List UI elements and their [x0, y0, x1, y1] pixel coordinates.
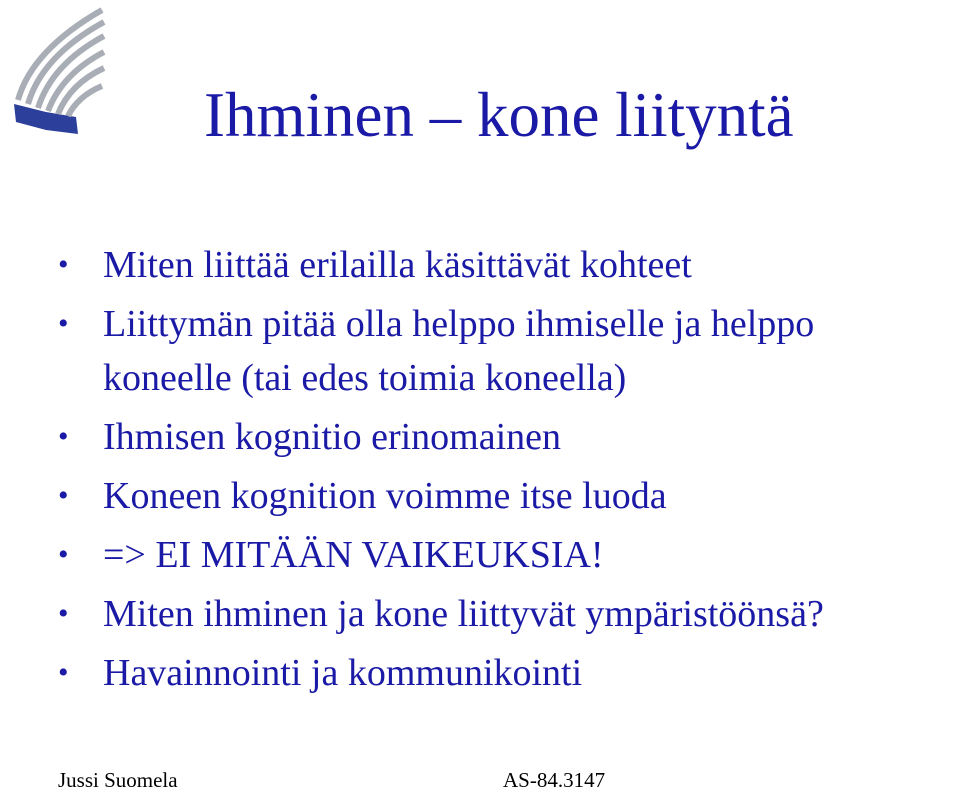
bullet-item	[58, 646, 958, 700]
bullet-text: Miten liittää erilailla käsittävät kohteet	[103, 244, 692, 286]
bullet-item	[58, 469, 958, 523]
bullet-text: Miten ihminen ja kone liittyvät ympäristöönsä?	[103, 593, 824, 635]
bullet-dot-icon: •	[58, 307, 69, 340]
bullet-text: Ihmisen kognitio erinomainen	[103, 416, 562, 458]
bullet-item	[58, 587, 958, 641]
bullet-dot-icon: •	[58, 420, 69, 453]
bullet-text: Liittymän pitää olla helppo ihmiselle ja helppo koneelle (tai edes toimia koneella)	[103, 303, 815, 399]
bullet-dot-icon: •	[58, 479, 69, 512]
bullet-text: Havainnointi ja kommunikointi	[103, 652, 583, 694]
bullet-item	[58, 297, 958, 405]
bullet-dot-icon: •	[58, 656, 69, 689]
bullet-list	[58, 238, 958, 705]
bullet-dot-icon: •	[58, 248, 69, 281]
bullet-item	[58, 410, 958, 464]
bullet-dot-icon: •	[58, 597, 69, 630]
university-wing-logo	[6, 4, 106, 134]
bullet-item	[58, 528, 958, 582]
footer-course-code: AS-84.3147	[503, 768, 606, 792]
bullet-text: => EI MITÄÄN VAIKEUKSIA!	[103, 534, 604, 576]
bullet-item	[58, 238, 958, 292]
bullet-dot-icon: •	[58, 538, 69, 571]
bullet-text: Koneen kognition voimme itse luoda	[103, 475, 667, 517]
footer-author: Jussi Suomela	[58, 768, 178, 792]
slide-title: Ihminen – kone liityntä	[204, 80, 794, 150]
